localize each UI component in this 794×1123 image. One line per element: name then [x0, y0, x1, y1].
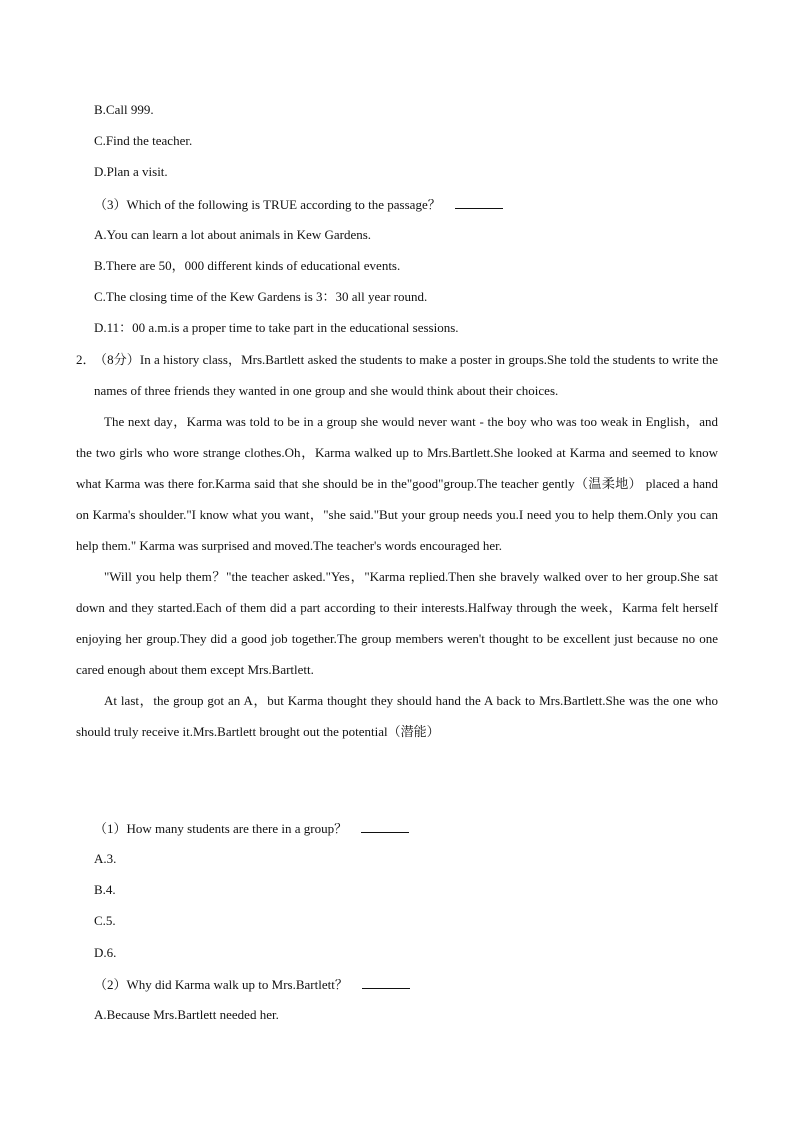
- answer-blank[interactable]: [361, 820, 409, 833]
- passage-2-intro: [94, 344, 718, 406]
- question-2-2: [94, 976, 410, 993]
- question-number-2: 2．: [76, 352, 96, 367]
- q2-2-option-a: A.Because Mrs.Bartlett needed her.: [94, 1007, 279, 1022]
- q2-1-option-a: A.3.: [94, 851, 117, 866]
- question-2-1-stem: （1）How many students are there in a group？: [94, 821, 348, 836]
- intro-text: （8分）In a history class，Mrs.Bartlett asked the students to make a poster in groups.She told the students to write the names of three friends they wanted in one group and she would think about their choices.: [94, 352, 718, 398]
- answer-blank[interactable]: [362, 976, 410, 989]
- q3-option-b: B.There are 50，000 different kinds of educational events.: [94, 258, 401, 273]
- question-3-stem: （3）Which of the following is TRUE according to the passage？: [94, 197, 441, 212]
- question-2-2-stem: （2）Why did Karma walk up to Mrs.Bartlett？: [94, 977, 348, 992]
- q3-option-a: A.You can learn a lot about animals in Kew Gardens.: [94, 227, 372, 242]
- q2-1-option-b: B.4.: [94, 882, 116, 897]
- paragraph-1: The next day，Karma was told to be in a group she would never want - the boy who was too weak in English，and the two girls who wore strange clothes.Oh，Karma walked up to Mrs.Bartlett.She looked at Karma and seemed to know what Karma was there for.Karma said that she should be in the"good"group.The teacher gently（温柔地） placed a hand on Karma's shoulder."I know what you want，"she said."But your group needs you.I need you to help them.Only you can help them." Karma was surprised and moved.The teacher's words encouraged her.: [76, 414, 718, 553]
- q3-option-d: D.11：00 a.m.is a proper time to take part in the educational sessions.: [94, 320, 459, 335]
- question-3: [94, 196, 503, 213]
- option-d-plan-visit: D.Plan a visit.: [94, 164, 168, 179]
- passage-2-body: [76, 406, 718, 747]
- answer-blank[interactable]: [455, 196, 503, 209]
- paragraph-3: At last，the group got an A，but Karma thought they should hand the A back to Mrs.Bartlett.She was the one who should truly receive it.Mrs.Bartlett brought out the potential（潜能）: [76, 693, 718, 739]
- q2-1-option-c: C.5.: [94, 913, 116, 928]
- q3-option-c: C.The closing time of the Kew Gardens is 3：30 all year round.: [94, 289, 428, 304]
- option-c-find-teacher: C.Find the teacher.: [94, 133, 193, 148]
- option-b-call-999: B.Call 999.: [94, 102, 154, 117]
- paragraph-2: "Will you help them？"the teacher asked."Yes，"Karma replied.Then she bravely walked over to her group.She sat down and they started.Each of them did a part according to their interests.Halfway through the week，Karma felt herself enjoying her group.They did a good job together.The group members weren't thought to be excellent just because no one cared enough about them except Mrs.Bartlett.: [76, 569, 718, 677]
- question-2-1: [94, 820, 409, 837]
- q2-1-option-d: D.6.: [94, 945, 117, 960]
